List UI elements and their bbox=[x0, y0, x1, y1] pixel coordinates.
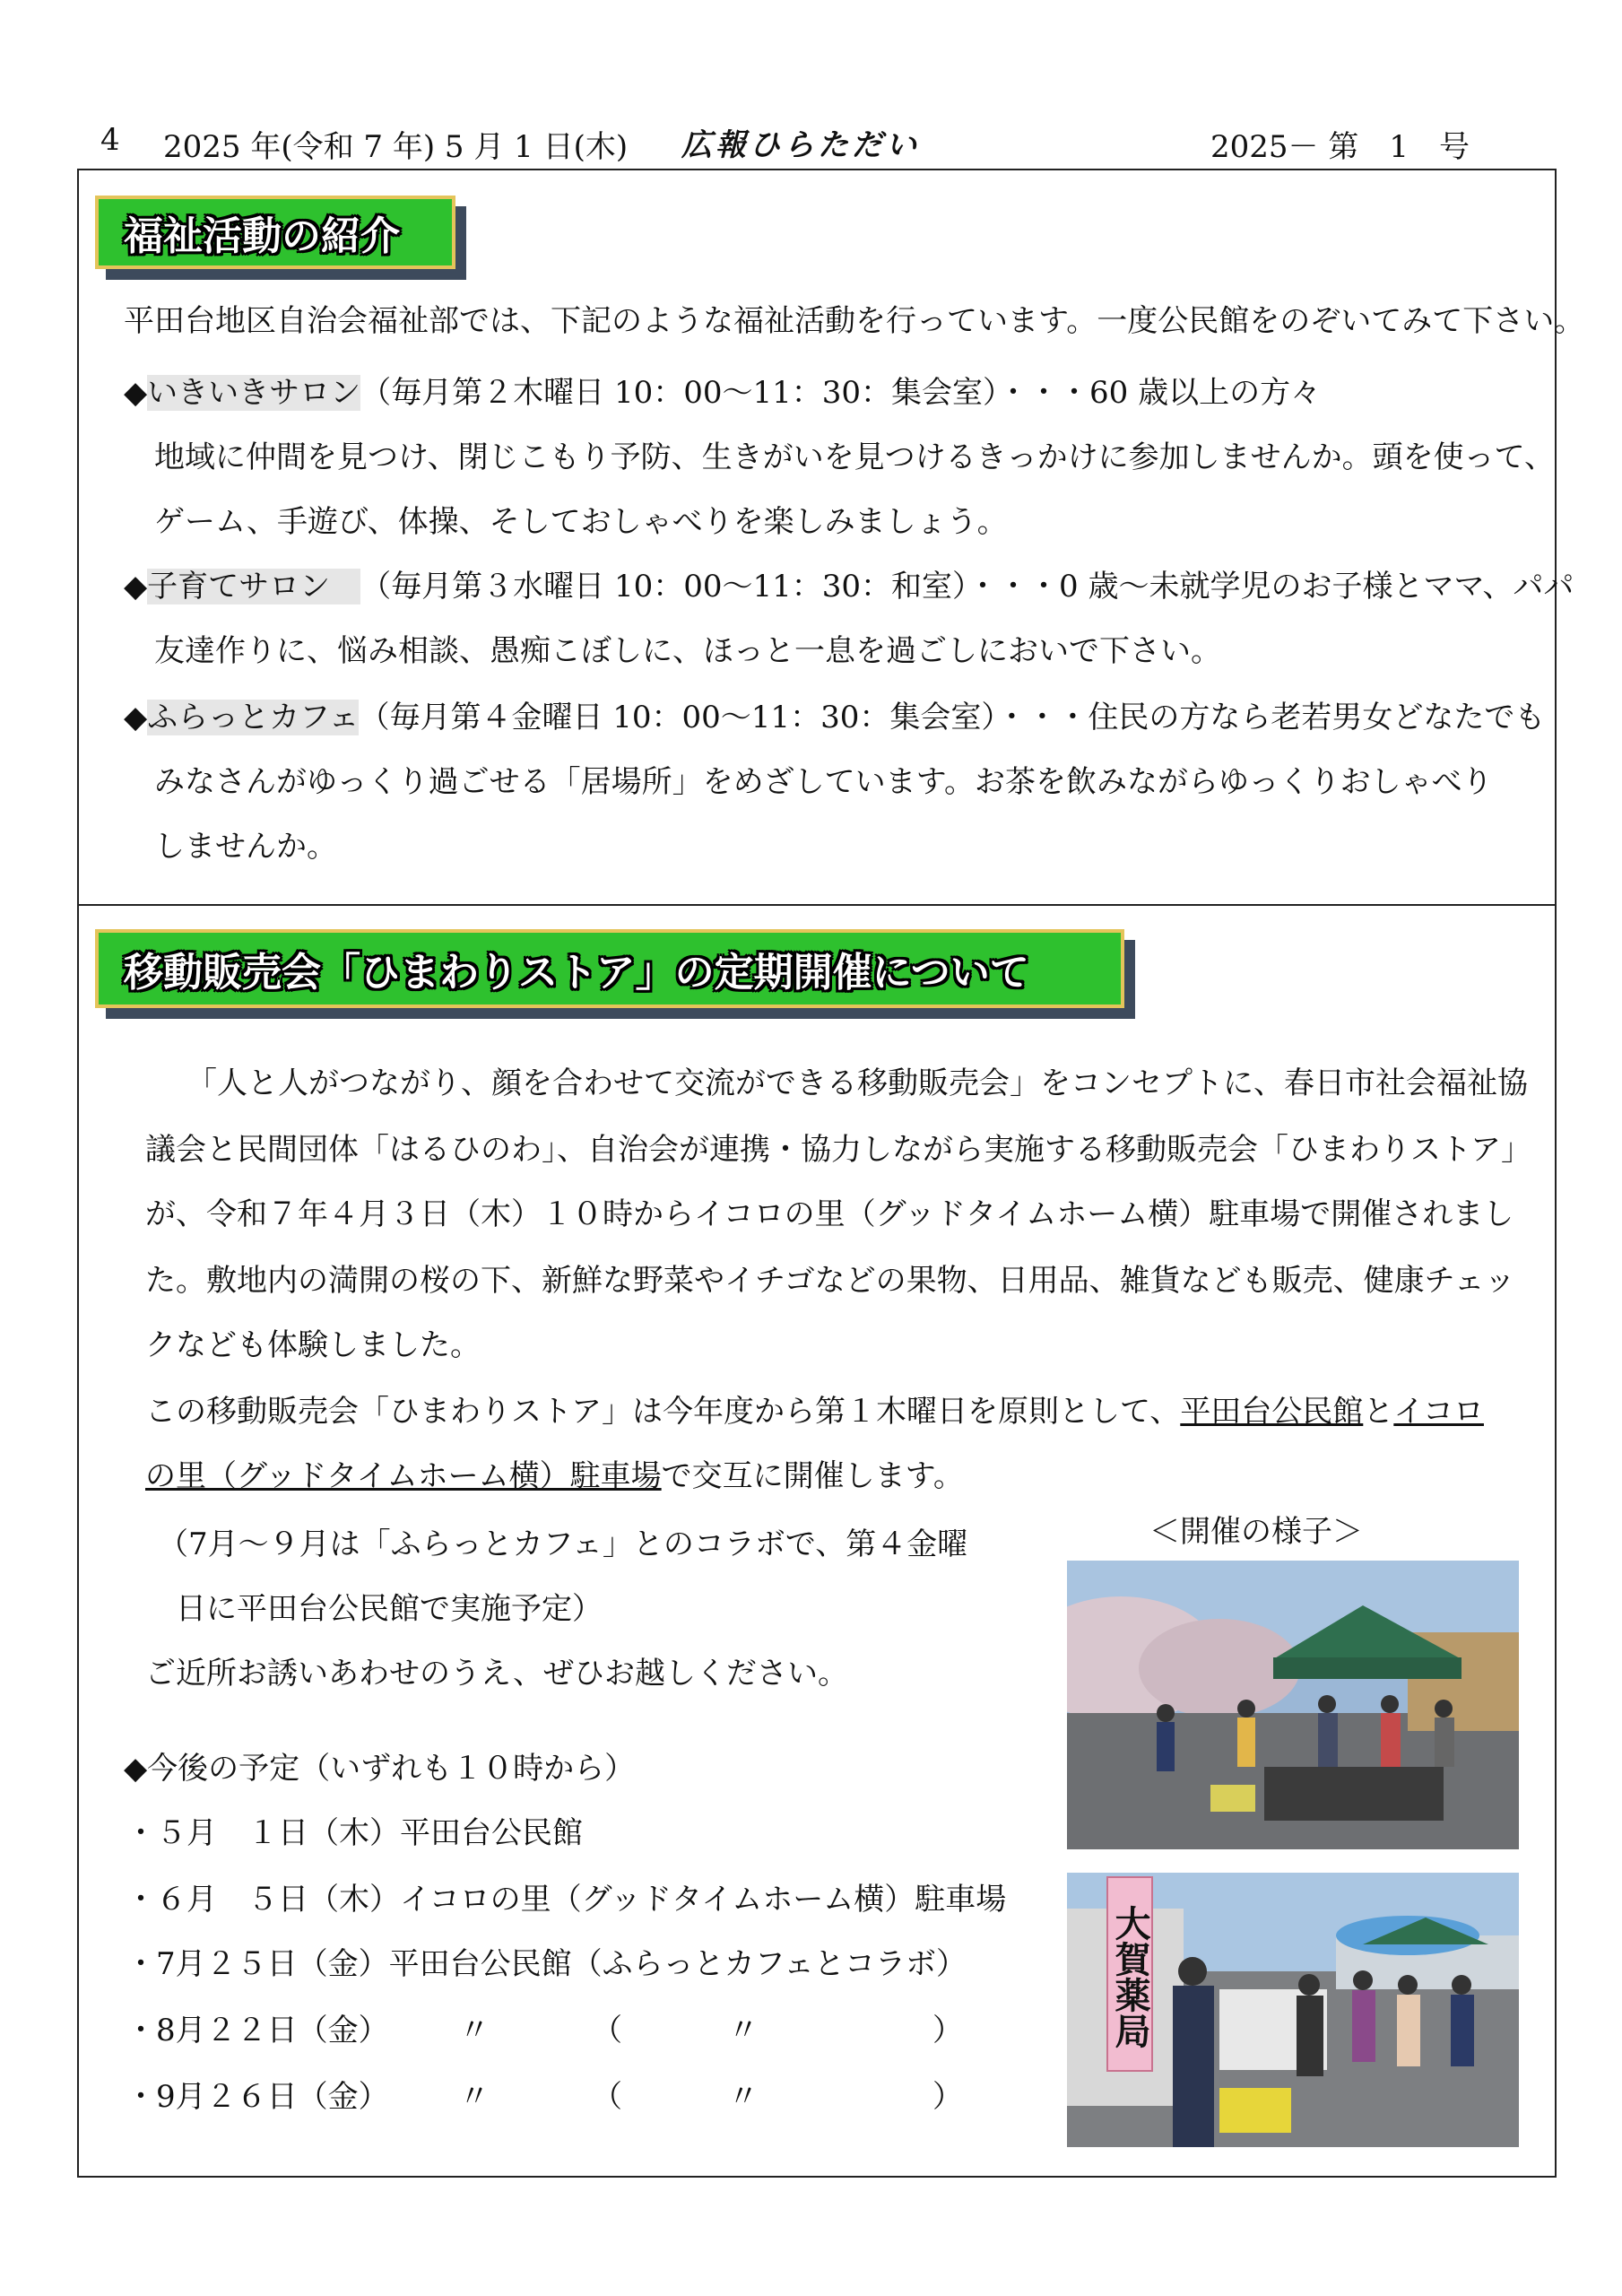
item-name: いきいきサロン bbox=[147, 375, 361, 411]
event-photo-2 bbox=[1067, 1873, 1519, 2147]
text: と bbox=[1363, 1394, 1394, 1430]
store-note-line: 日に平田台公民館で実施予定） bbox=[176, 1591, 603, 1627]
page-number: 4 bbox=[100, 122, 120, 158]
schedule-paren-open: （ bbox=[592, 2079, 622, 2115]
schedule-paren-open: （ bbox=[592, 2013, 622, 2048]
store-paragraph-line: 議会と民間団体「はるひのわ」、自治会が連携・協力しながら実施する移動販売会「ひまわりストア」 bbox=[145, 1132, 1531, 1168]
welfare-item-kosodate bbox=[124, 569, 1574, 605]
store-heading: 移動販売会「ひまわりストア」の定期開催について bbox=[124, 950, 1029, 996]
item-description-line: ゲーム、手遊び、体操、そしておしゃべりを楽しみましょう。 bbox=[154, 504, 1008, 540]
venue-ikoro-cont: の里（グッドタイムホーム横）駐車場 bbox=[145, 1458, 662, 1494]
text: この移動販売会「ひまわりストア」は今年度から第１木曜日を原則として、 bbox=[145, 1394, 1181, 1430]
schedule-date: ・５月 １日（木） bbox=[126, 1815, 400, 1851]
item-schedule: （毎月第２木曜日 10：00～11：30：集会室）・・・60 歳以上の方々 bbox=[360, 375, 1322, 411]
store-paragraph-line: た。敷地内の満開の桜の下、新鮮な野菜やイチゴなどの果物、日用品、雑貨なども販売、健康チェッ bbox=[145, 1263, 1515, 1299]
item-schedule: （毎月第３水曜日 10：00～11：30：和室）・・・0 歳～未就学児のお子様とママ、パパ bbox=[360, 569, 1574, 604]
schedule-place-ditto: 〃 bbox=[459, 2013, 490, 2048]
schedule-note-ditto: 〃 bbox=[728, 2013, 759, 2048]
schedule-place: イコロの里（グッドタイムホーム横）駐車場 bbox=[400, 1882, 1007, 1918]
venue-ikoro: イコロ bbox=[1393, 1394, 1484, 1430]
item-description-line: しませんか。 bbox=[154, 829, 337, 865]
welfare-item-ikiiki bbox=[124, 375, 1321, 412]
bullet-icon: ◆ bbox=[124, 569, 148, 604]
store-note-line: （7月～９月は「ふらっとカフェ」とのコラボで、第４金曜 bbox=[158, 1526, 968, 1562]
schedule-row bbox=[126, 2013, 389, 2049]
schedule-row bbox=[126, 2079, 389, 2116]
schedule-date: ・7月２５日（金） bbox=[126, 1946, 389, 1982]
venue-hiratadai: 平田台公民館 bbox=[1180, 1394, 1364, 1430]
bullet-icon: ◆ bbox=[124, 375, 148, 411]
store-paragraph-line: 「人と人がつながり、顔を合わせて交流ができる移動販売会」をコンセプトに、春日市社会福祉協 bbox=[186, 1065, 1528, 1101]
bullet-icon: ◆ bbox=[124, 700, 148, 735]
issue-number: 2025－ 第 1 号 bbox=[1210, 129, 1470, 165]
schedule-place-ditto: 〃 bbox=[459, 2079, 490, 2115]
item-description-line: 友達作りに、悩み相談、愚痴こぼしに、ほっと一息を過ごしにおいで下さい。 bbox=[154, 633, 1221, 669]
store-paragraph-line: クなども体験しました。 bbox=[145, 1327, 481, 1363]
schedule-paren-close: ） bbox=[932, 2079, 963, 2115]
schedule-paren-close: ） bbox=[932, 2013, 963, 2048]
welfare-heading: 福祉活動の紹介 bbox=[124, 213, 400, 259]
store-paragraph-line: が、令和７年４月３日（木）１０時からイコロの里（グッドタイムホーム横）駐車場で開催されまし bbox=[145, 1196, 1514, 1232]
event-photo-1 bbox=[1067, 1561, 1519, 1849]
store-schedule-line bbox=[145, 1394, 1484, 1431]
schedule-row bbox=[126, 1946, 967, 1983]
schedule-date: ・６月 ５日（木） bbox=[126, 1882, 400, 1918]
schedule-place: 平田台公民館 bbox=[400, 1815, 583, 1851]
welfare-intro: 平田台地区自治会福祉部では、下記のような福祉活動を行っています。一度公民館をのぞいてみて下さい。 bbox=[124, 303, 1585, 339]
item-schedule: （毎月第４金曜日 10：00～11：30：集会室）・・・住民の方なら老若男女どなたでも bbox=[359, 700, 1546, 735]
photo-caption: ＜開催の様子＞ bbox=[1149, 1514, 1363, 1550]
schedule-place: 平田台公民館（ふらっとカフェとコラボ） bbox=[388, 1946, 967, 1982]
pharmacy-sign: 大賀薬局 bbox=[1106, 1876, 1153, 2072]
item-description-line: 地域に仲間を見つけ、閉じこもり予防、生きがいを見つけるきっかけに参加しませんか。頭を使って、 bbox=[154, 439, 1555, 475]
schedule-row bbox=[126, 1815, 583, 1852]
store-heading-banner bbox=[95, 929, 1124, 1008]
text: で交互に開催します。 bbox=[661, 1458, 964, 1494]
item-name: 子育てサロン bbox=[147, 569, 360, 604]
schedule-row bbox=[126, 1882, 1006, 1918]
welfare-heading-banner bbox=[95, 196, 455, 269]
store-schedule-line bbox=[145, 1458, 964, 1495]
event-photo-1-image bbox=[1067, 1561, 1519, 1849]
schedule-date: ・9月２６日（金） bbox=[126, 2079, 389, 2115]
schedule-date: ・8月２２日（金） bbox=[126, 2013, 389, 2048]
welfare-item-furatto bbox=[124, 700, 1545, 736]
schedule-title: ◆今後の予定（いずれも１０時から） bbox=[124, 1751, 636, 1787]
schedule-note-ditto: 〃 bbox=[728, 2079, 759, 2115]
store-invite: ご近所お誘いあわせのうえ、ぜひお越しください。 bbox=[145, 1656, 849, 1692]
newsletter-title: 広報ひらただい bbox=[681, 127, 920, 163]
item-description-line: みなさんがゆっくり過ごせる「居場所」をめざしています。お茶を飲みながらゆっくりおしゃべり bbox=[154, 764, 1493, 800]
item-name: ふらっとカフェ bbox=[147, 700, 360, 735]
issue-date: 2025 年(令和 7 年) 5 月 1 日(木) bbox=[163, 129, 629, 165]
